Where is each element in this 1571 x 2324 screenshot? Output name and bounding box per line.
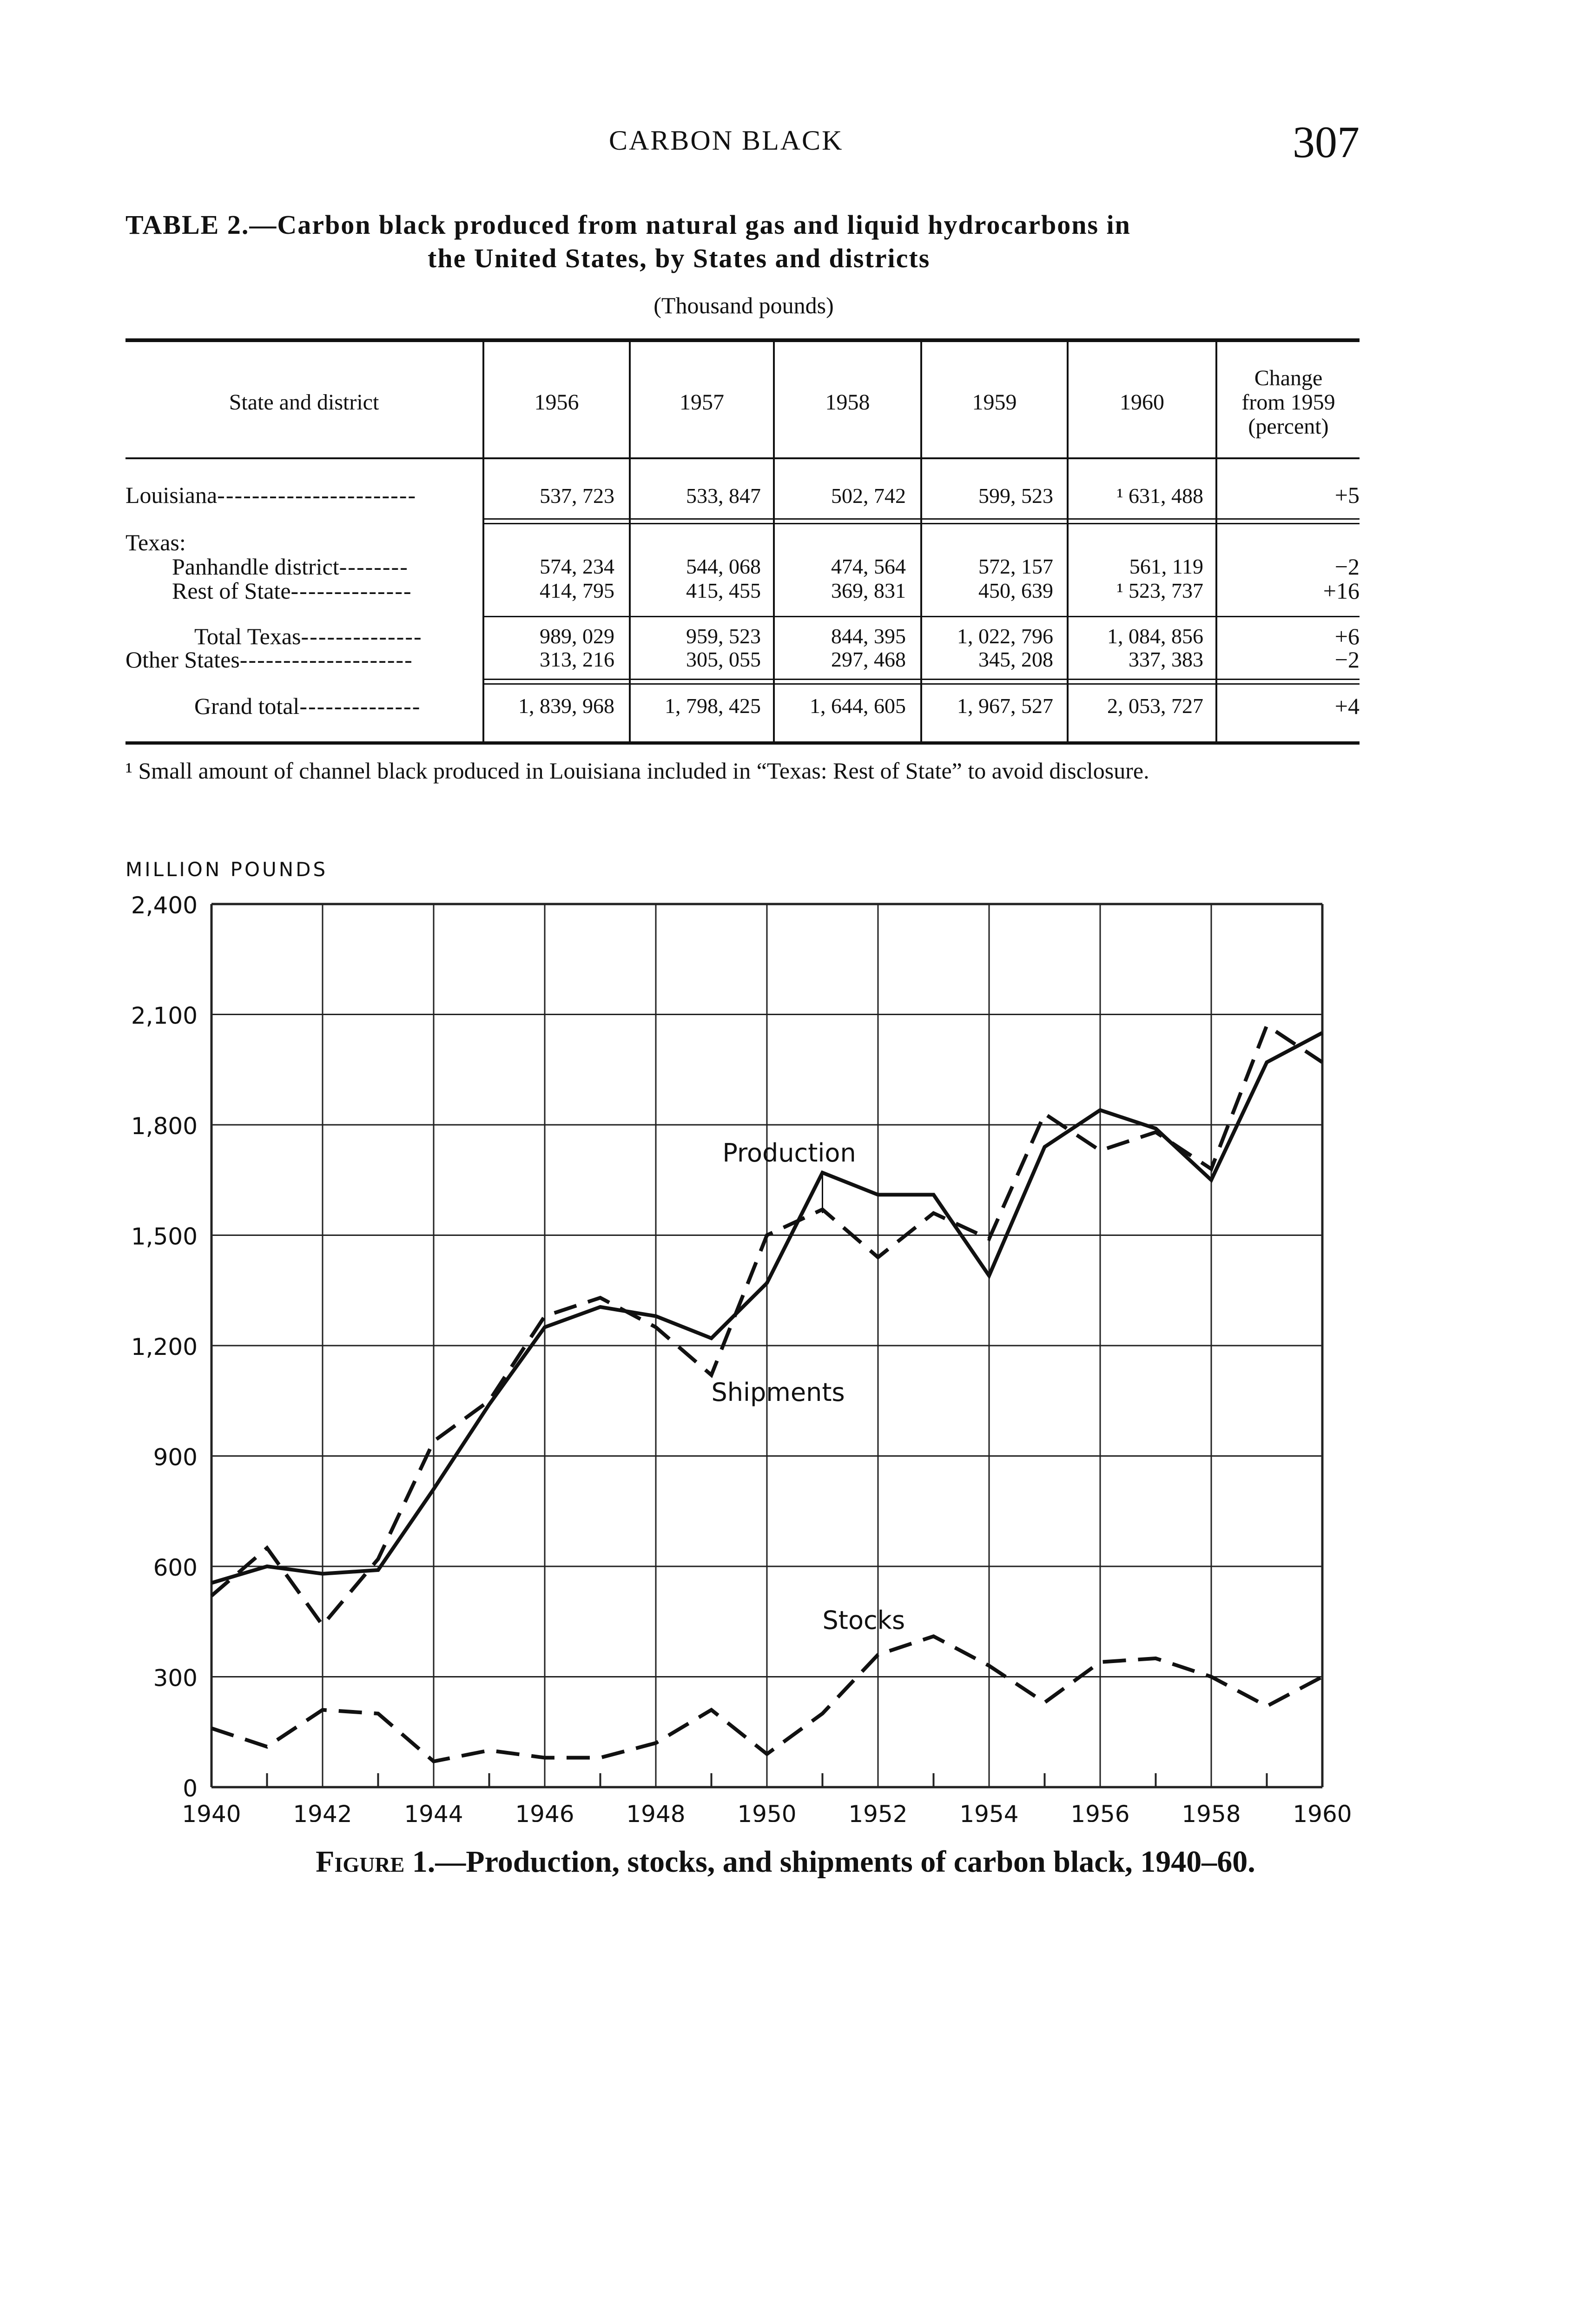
table-cell: ¹ 523, 737 (1116, 579, 1203, 602)
y-tick-label: 1,500 (131, 1223, 198, 1250)
x-tick-label: 1958 (1182, 1801, 1241, 1822)
x-tick-label: 1956 (1070, 1801, 1130, 1822)
table-cell: 337, 383 (1129, 647, 1203, 671)
table-cell-change: −2 (1334, 647, 1360, 673)
table-cell: 305, 055 (686, 647, 761, 671)
table-cell: 1, 644, 605 (810, 694, 906, 718)
leader-dots: -------------------- (239, 647, 413, 673)
figure-caption (0, 1844, 1571, 1880)
row-label-rest-of-state (172, 577, 412, 604)
table-cell: 599, 523 (978, 484, 1053, 508)
header-1958: 1958 (825, 390, 870, 415)
leader-dots: -------------- (301, 623, 422, 649)
table-cell: 989, 029 (540, 624, 614, 648)
row-label-grand-total (194, 693, 421, 720)
header-1957: 1957 (680, 390, 724, 415)
table-cell-change: +4 (1334, 693, 1360, 719)
header-change-line3: (percent) (1248, 414, 1329, 439)
series-label-production: Production (722, 1138, 856, 1168)
table-cell: 1, 798, 425 (665, 694, 761, 718)
table-cell: 2, 053, 727 (1107, 694, 1203, 718)
x-tick-label: 1942 (293, 1801, 352, 1822)
leader-dots: -------------- (299, 693, 421, 719)
table-title-line2: the United States, by States and districts (428, 243, 931, 273)
row-label-text: Panhandle district (172, 554, 339, 580)
page-number: 307 (1293, 117, 1360, 167)
header-change-line1: Change (1254, 366, 1323, 390)
table-cell: 1, 967, 527 (957, 694, 1053, 718)
table-cell: 1, 839, 968 (518, 694, 614, 718)
table-cell-change: +6 (1334, 623, 1360, 649)
row-label-other-states (125, 646, 413, 673)
leader-dots: ----------------------- (217, 482, 417, 508)
y-tick-label: 2,100 (131, 1002, 198, 1030)
x-tick-label: 1950 (737, 1801, 797, 1822)
x-tick-label: 1952 (848, 1801, 908, 1822)
header-1959: 1959 (972, 390, 1017, 415)
row-label-louisiana (125, 482, 416, 508)
table-footnote: ¹ Small amount of channel black produced in Louisiana included in “Texas: Rest of State” to avoid disclosure. (125, 758, 1149, 784)
series-label-stocks: Stocks (822, 1605, 905, 1635)
row-label-text: Other States (125, 647, 240, 673)
table-cell: 959, 523 (686, 624, 761, 648)
table-cell: 537, 723 (540, 484, 614, 508)
row-label-panhandle (172, 553, 409, 580)
figure-caption-text: —Production, stocks, and shipments of carbon black, 1940–60. (435, 1845, 1255, 1879)
table-cell: 450, 639 (978, 579, 1053, 602)
table-cell: 345, 208 (978, 647, 1053, 671)
header-1960: 1960 (1120, 390, 1164, 415)
table-cell: 544, 068 (686, 555, 761, 578)
leader-dots: -------- (339, 554, 409, 580)
table-cell: ¹ 631, 488 (1116, 484, 1203, 508)
table-cell: 474, 564 (831, 555, 906, 578)
row-label-text: Grand total (194, 693, 300, 719)
row-label-text: Louisiana (125, 482, 218, 508)
table-cell: 415, 455 (686, 579, 761, 602)
y-tick-label: 0 (183, 1775, 198, 1802)
table-cell: 297, 468 (831, 647, 906, 671)
production-stocks-shipments-chart (0, 855, 1571, 1822)
y-tick-label: 600 (153, 1554, 198, 1581)
header-change (1217, 366, 1360, 439)
table-title (125, 208, 1362, 275)
x-tick-label: 1944 (404, 1801, 463, 1822)
row-label-texas: Texas: (125, 529, 186, 555)
table-cell: 313, 216 (540, 647, 614, 671)
row-label-text: Total Texas (194, 623, 301, 649)
y-tick-label: 300 (153, 1664, 198, 1692)
table-cell: 561, 119 (1129, 555, 1203, 578)
header-change-line2: from 1959 (1241, 390, 1335, 415)
table-cell: 574, 234 (540, 555, 614, 578)
series-label-shipments: Shipments (711, 1377, 845, 1407)
table-cell-change: +5 (1334, 482, 1360, 508)
table-title-line1: TABLE 2.—Carbon black produced from natural gas and liquid hydrocarbons in (125, 210, 1131, 240)
y-axis-label: MILLION POUNDS (125, 858, 328, 881)
table-bottom-rule (125, 741, 1360, 745)
x-tick-label: 1940 (182, 1801, 241, 1822)
table-cell-change: +16 (1323, 578, 1360, 604)
header-state-district: State and district (229, 390, 379, 415)
header-1956: 1956 (534, 390, 579, 415)
figure-caption-label: Figure 1. (316, 1845, 436, 1879)
table-cell: 844, 395 (831, 624, 906, 648)
table-top-rule (125, 338, 1360, 342)
table-cell: 1, 022, 796 (957, 624, 1053, 648)
y-tick-label: 1,800 (131, 1113, 198, 1140)
x-tick-label: 1960 (1293, 1801, 1352, 1822)
x-tick-label: 1948 (626, 1801, 686, 1822)
table-cell: 572, 157 (978, 555, 1053, 578)
x-tick-label: 1954 (959, 1801, 1019, 1822)
table-cell: 369, 831 (831, 579, 906, 602)
table-units: (Thousand pounds) (653, 292, 834, 318)
row-label-text: Rest of State (172, 578, 291, 604)
table-header-rule (125, 457, 1360, 459)
table-cell: 414, 795 (540, 579, 614, 602)
table-cell-change: −2 (1334, 554, 1360, 580)
y-tick-label: 2,400 (131, 892, 198, 919)
table-cell: 502, 742 (831, 484, 906, 508)
y-tick-label: 1,200 (131, 1334, 198, 1360)
table-cell: 1, 084, 856 (1107, 624, 1203, 648)
leader-dots: -------------- (290, 578, 412, 604)
x-tick-label: 1946 (515, 1801, 574, 1822)
running-head: CARBON BLACK (609, 125, 844, 156)
y-tick-label: 900 (153, 1444, 198, 1471)
table-cell: 533, 847 (686, 484, 761, 508)
